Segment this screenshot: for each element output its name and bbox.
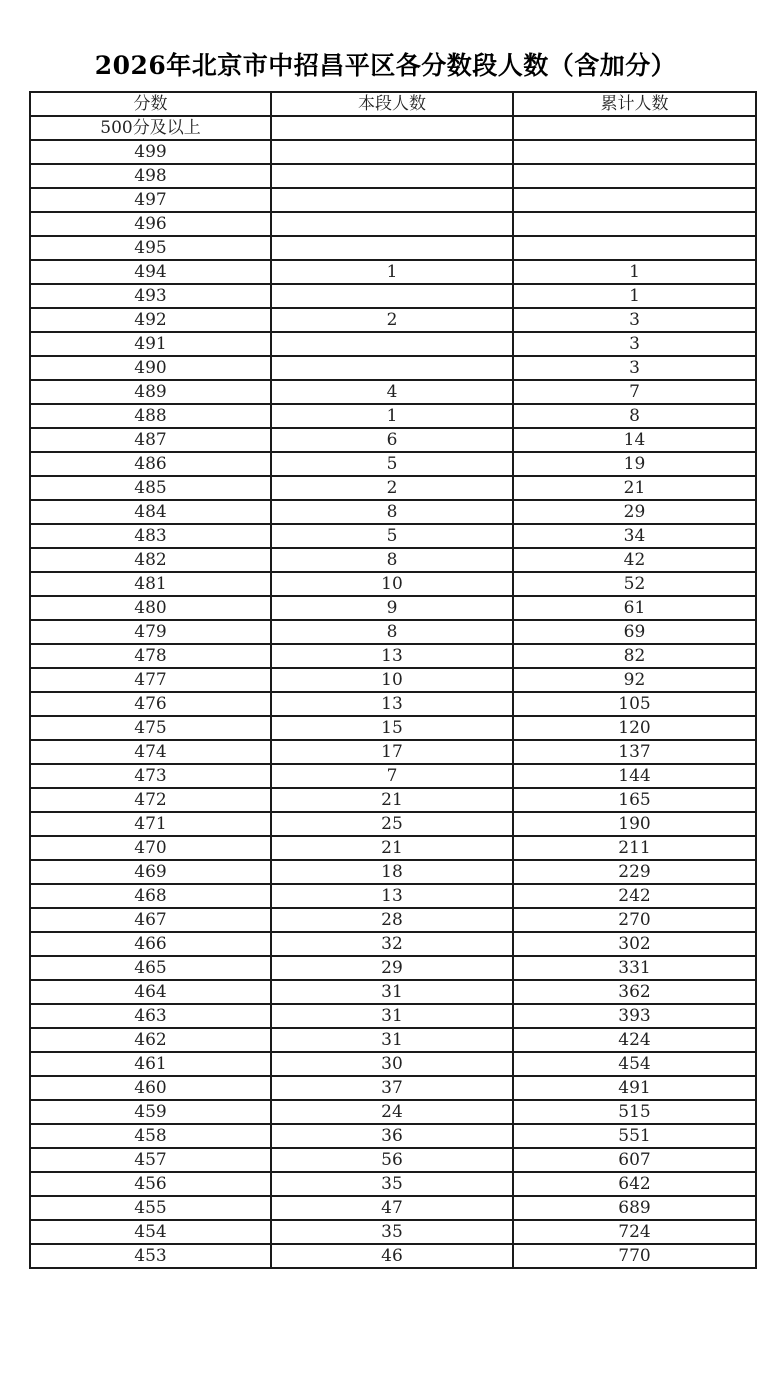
table-row (30, 1124, 756, 1148)
cell-cumulative-count (513, 164, 756, 188)
table-row (30, 356, 756, 380)
cell-score: 487 (30, 428, 271, 452)
table-row (30, 836, 756, 860)
cell-cumulative-count: 331 (513, 956, 756, 980)
cell-segment-count (271, 284, 513, 308)
table-row (30, 692, 756, 716)
table-row (30, 788, 756, 812)
cell-cumulative-count: 302 (513, 932, 756, 956)
cell-segment-count (271, 332, 513, 356)
cell-cumulative-count (513, 212, 756, 236)
cell-score: 466 (30, 932, 271, 956)
table-row (30, 548, 756, 572)
cell-cumulative-count: 424 (513, 1028, 756, 1052)
cell-segment-count: 36 (271, 1124, 513, 1148)
cell-cumulative-count: 137 (513, 740, 756, 764)
table-row (30, 620, 756, 644)
cell-cumulative-count: 144 (513, 764, 756, 788)
table-row (30, 980, 756, 1004)
cell-segment-count (271, 188, 513, 212)
table-row (30, 932, 756, 956)
cell-segment-count: 6 (271, 428, 513, 452)
cell-score: 473 (30, 764, 271, 788)
cell-segment-count: 13 (271, 884, 513, 908)
table-row (30, 1052, 756, 1076)
table-row (30, 956, 756, 980)
cell-score: 478 (30, 644, 271, 668)
cell-cumulative-count: 42 (513, 548, 756, 572)
cell-score: 453 (30, 1244, 271, 1268)
cell-cumulative-count: 770 (513, 1244, 756, 1268)
cell-score: 497 (30, 188, 271, 212)
cell-segment-count: 13 (271, 692, 513, 716)
cell-cumulative-count: 362 (513, 980, 756, 1004)
cell-cumulative-count (513, 116, 756, 140)
cell-score: 474 (30, 740, 271, 764)
cell-segment-count: 35 (271, 1220, 513, 1244)
cell-cumulative-count: 689 (513, 1196, 756, 1220)
cell-segment-count: 35 (271, 1172, 513, 1196)
cell-score: 489 (30, 380, 271, 404)
cell-cumulative-count: 3 (513, 356, 756, 380)
table-row (30, 452, 756, 476)
table-header-row (30, 92, 756, 116)
table-row (30, 404, 756, 428)
cell-score: 463 (30, 1004, 271, 1028)
cell-segment-count: 10 (271, 572, 513, 596)
header-score: 分数 (30, 92, 271, 116)
cell-segment-count (271, 140, 513, 164)
cell-score: 470 (30, 836, 271, 860)
table-row (30, 260, 756, 284)
cell-score: 484 (30, 500, 271, 524)
cell-segment-count: 31 (271, 1028, 513, 1052)
cell-cumulative-count: 120 (513, 716, 756, 740)
cell-cumulative-count: 515 (513, 1100, 756, 1124)
cell-segment-count: 2 (271, 308, 513, 332)
cell-segment-count: 13 (271, 644, 513, 668)
cell-segment-count: 5 (271, 452, 513, 476)
cell-score: 483 (30, 524, 271, 548)
table-row (30, 1172, 756, 1196)
cell-score: 457 (30, 1148, 271, 1172)
header-segment-count: 本段人数 (271, 92, 513, 116)
cell-score: 479 (30, 620, 271, 644)
cell-cumulative-count: 14 (513, 428, 756, 452)
table-row (30, 572, 756, 596)
cell-cumulative-count: 491 (513, 1076, 756, 1100)
cell-score: 491 (30, 332, 271, 356)
cell-segment-count: 21 (271, 788, 513, 812)
cell-cumulative-count: 1 (513, 284, 756, 308)
cell-cumulative-count: 105 (513, 692, 756, 716)
cell-segment-count: 2 (271, 476, 513, 500)
cell-score: 459 (30, 1100, 271, 1124)
cell-score: 495 (30, 236, 271, 260)
cell-segment-count: 9 (271, 596, 513, 620)
table-row (30, 380, 756, 404)
cell-score: 498 (30, 164, 271, 188)
cell-segment-count: 8 (271, 548, 513, 572)
table-row (30, 188, 756, 212)
cell-score: 454 (30, 1220, 271, 1244)
cell-cumulative-count: 724 (513, 1220, 756, 1244)
cell-segment-count: 29 (271, 956, 513, 980)
cell-score: 468 (30, 884, 271, 908)
table-row (30, 140, 756, 164)
cell-cumulative-count (513, 236, 756, 260)
table-row (30, 1028, 756, 1052)
cell-segment-count: 56 (271, 1148, 513, 1172)
cell-cumulative-count (513, 140, 756, 164)
cell-segment-count: 24 (271, 1100, 513, 1124)
header-cumulative-count: 累计人数 (513, 92, 756, 116)
page-title: 2026年北京市中招昌平区各分数段人数（含加分） (94, 51, 677, 80)
cell-cumulative-count: 211 (513, 836, 756, 860)
cell-score: 485 (30, 476, 271, 500)
cell-score: 465 (30, 956, 271, 980)
table-row (30, 596, 756, 620)
cell-segment-count: 1 (271, 260, 513, 284)
cell-score: 464 (30, 980, 271, 1004)
cell-segment-count: 5 (271, 524, 513, 548)
cell-cumulative-count: 393 (513, 1004, 756, 1028)
cell-score: 475 (30, 716, 271, 740)
cell-segment-count: 8 (271, 500, 513, 524)
cell-cumulative-count: 29 (513, 500, 756, 524)
cell-segment-count: 32 (271, 932, 513, 956)
table-row (30, 236, 756, 260)
cell-score: 460 (30, 1076, 271, 1100)
cell-score: 477 (30, 668, 271, 692)
table-row (30, 860, 756, 884)
cell-segment-count (271, 356, 513, 380)
cell-score: 480 (30, 596, 271, 620)
cell-score: 472 (30, 788, 271, 812)
table-row (30, 1220, 756, 1244)
score-distribution-table (29, 91, 757, 1269)
table-row (30, 764, 756, 788)
cell-segment-count: 21 (271, 836, 513, 860)
cell-cumulative-count: 61 (513, 596, 756, 620)
cell-score: 467 (30, 908, 271, 932)
cell-segment-count (271, 116, 513, 140)
cell-cumulative-count: 642 (513, 1172, 756, 1196)
table-row (30, 908, 756, 932)
cell-score: 486 (30, 452, 271, 476)
cell-score: 496 (30, 212, 271, 236)
cell-segment-count: 30 (271, 1052, 513, 1076)
cell-segment-count: 10 (271, 668, 513, 692)
cell-segment-count: 31 (271, 980, 513, 1004)
cell-score: 462 (30, 1028, 271, 1052)
cell-cumulative-count: 1 (513, 260, 756, 284)
cell-score: 481 (30, 572, 271, 596)
table-row (30, 308, 756, 332)
cell-segment-count: 1 (271, 404, 513, 428)
cell-segment-count: 8 (271, 620, 513, 644)
cell-cumulative-count: 242 (513, 884, 756, 908)
cell-score: 476 (30, 692, 271, 716)
table-row (30, 740, 756, 764)
table-row (30, 1076, 756, 1100)
cell-cumulative-count: 190 (513, 812, 756, 836)
table-row (30, 812, 756, 836)
table-row (30, 1100, 756, 1124)
cell-segment-count: 46 (271, 1244, 513, 1268)
cell-segment-count: 4 (271, 380, 513, 404)
cell-segment-count: 18 (271, 860, 513, 884)
table-body (30, 116, 756, 1268)
cell-cumulative-count: 454 (513, 1052, 756, 1076)
cell-cumulative-count: 34 (513, 524, 756, 548)
cell-cumulative-count: 92 (513, 668, 756, 692)
cell-cumulative-count: 3 (513, 308, 756, 332)
cell-segment-count: 25 (271, 812, 513, 836)
cell-cumulative-count: 8 (513, 404, 756, 428)
cell-cumulative-count (513, 188, 756, 212)
cell-segment-count (271, 164, 513, 188)
table-row (30, 164, 756, 188)
cell-score: 471 (30, 812, 271, 836)
table-row (30, 428, 756, 452)
cell-score: 500分及以上 (30, 116, 271, 140)
table-row (30, 1244, 756, 1268)
table-row (30, 1004, 756, 1028)
cell-score: 499 (30, 140, 271, 164)
cell-score: 461 (30, 1052, 271, 1076)
cell-cumulative-count: 551 (513, 1124, 756, 1148)
cell-cumulative-count: 165 (513, 788, 756, 812)
cell-cumulative-count: 229 (513, 860, 756, 884)
table-row (30, 668, 756, 692)
cell-score: 458 (30, 1124, 271, 1148)
cell-segment-count: 47 (271, 1196, 513, 1220)
table-row (30, 212, 756, 236)
cell-score: 493 (30, 284, 271, 308)
table-row (30, 524, 756, 548)
cell-score: 482 (30, 548, 271, 572)
cell-segment-count: 37 (271, 1076, 513, 1100)
cell-score: 492 (30, 308, 271, 332)
cell-segment-count: 28 (271, 908, 513, 932)
cell-cumulative-count: 19 (513, 452, 756, 476)
table-row (30, 116, 756, 140)
cell-segment-count: 15 (271, 716, 513, 740)
cell-segment-count (271, 212, 513, 236)
table-row (30, 332, 756, 356)
cell-cumulative-count: 69 (513, 620, 756, 644)
table-row (30, 500, 756, 524)
cell-segment-count: 31 (271, 1004, 513, 1028)
cell-segment-count: 7 (271, 764, 513, 788)
cell-score: 456 (30, 1172, 271, 1196)
cell-cumulative-count: 7 (513, 380, 756, 404)
cell-score: 469 (30, 860, 271, 884)
cell-cumulative-count: 52 (513, 572, 756, 596)
cell-segment-count (271, 236, 513, 260)
cell-segment-count: 17 (271, 740, 513, 764)
cell-cumulative-count: 270 (513, 908, 756, 932)
table-row (30, 476, 756, 500)
table-row (30, 1196, 756, 1220)
table-row (30, 716, 756, 740)
table-row (30, 1148, 756, 1172)
cell-score: 455 (30, 1196, 271, 1220)
cell-score: 494 (30, 260, 271, 284)
cell-score: 490 (30, 356, 271, 380)
table-row (30, 284, 756, 308)
table-row (30, 884, 756, 908)
cell-cumulative-count: 82 (513, 644, 756, 668)
cell-cumulative-count: 21 (513, 476, 756, 500)
cell-cumulative-count: 607 (513, 1148, 756, 1172)
table-row (30, 644, 756, 668)
cell-cumulative-count: 3 (513, 332, 756, 356)
cell-score: 488 (30, 404, 271, 428)
